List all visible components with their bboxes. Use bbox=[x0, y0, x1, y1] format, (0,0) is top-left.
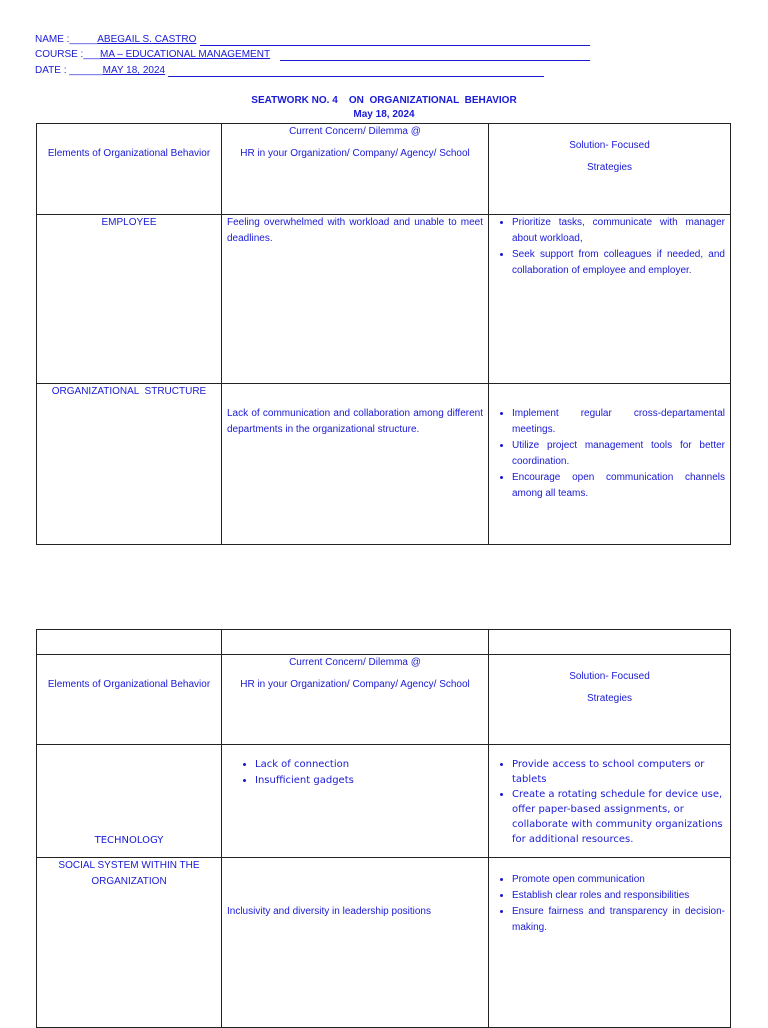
header-concern-line2: HR in your Organization/ Company/ Agency/ School bbox=[240, 148, 470, 159]
list-item: • Prioritize tasks, communicate with manager about workload, bbox=[512, 215, 725, 247]
strategies-social-system bbox=[489, 858, 731, 1028]
table-row bbox=[37, 384, 731, 545]
list-item: • Promote open communication bbox=[512, 872, 725, 888]
header-concern-line1: Current Concern/ Dilemma @ bbox=[289, 657, 421, 668]
concern-social-system: Inclusivity and diversity in leadership positions bbox=[222, 858, 489, 1028]
strategy-list bbox=[494, 872, 725, 936]
table-header-row bbox=[37, 124, 731, 215]
seatwork-date: May 18, 2024 bbox=[353, 109, 415, 120]
blank-cell bbox=[222, 630, 489, 655]
list-item: • Utilize project management tools for better coordination. bbox=[512, 438, 725, 470]
table-header-row bbox=[37, 655, 731, 745]
table-row bbox=[37, 858, 731, 1028]
header-solution-line1: Solution- Focused bbox=[569, 671, 650, 682]
date-line bbox=[35, 65, 165, 77]
header-concern bbox=[222, 655, 489, 745]
concern-list bbox=[237, 757, 483, 789]
concern-org-structure: Lack of communication and collaboration among different departments in the organizational structure. bbox=[222, 384, 489, 545]
blank-cell bbox=[489, 630, 731, 655]
course-label: COURSE :___ bbox=[35, 49, 101, 60]
element-org-structure: ORGANIZATIONAL STRUCTURE bbox=[37, 384, 222, 545]
header-concern bbox=[222, 124, 489, 215]
list-item: • Seek support from colleagues if needed, and collaboration of employee and employer. bbox=[512, 247, 725, 279]
list-item: • Lack of connection bbox=[255, 757, 483, 773]
header-elements-text: Elements of Organizational Behavior bbox=[47, 679, 211, 690]
header-solution-line2: Strategies bbox=[586, 693, 633, 704]
strategy-list bbox=[494, 215, 725, 279]
element-technology: TECHNOLOGY bbox=[37, 745, 222, 858]
concern-employee: Feeling overwhelmed with workload and unable to meet deadlines. bbox=[222, 215, 489, 384]
list-item: • Implement regular cross-departamental meetings. bbox=[512, 406, 725, 438]
element-social-system: SOCIAL SYSTEM WITHIN THE ORGANIZATION bbox=[37, 858, 222, 1028]
name-value: ABEGAIL S. CASTRO bbox=[97, 34, 197, 45]
date-underline bbox=[168, 76, 544, 77]
date-value: MAY 18, 2024 bbox=[102, 65, 166, 76]
header-elements bbox=[37, 655, 222, 745]
list-item: • Create a rotating schedule for device use, offer paper-based assignments, or collaborate with community organizations for additional resources. bbox=[512, 787, 725, 847]
header-elements bbox=[37, 124, 222, 215]
list-item: • Establish clear roles and responsibilities bbox=[512, 888, 725, 904]
header-solution-line2: Strategies bbox=[586, 162, 633, 173]
header-solution bbox=[489, 655, 731, 745]
header-elements-text: Elements of Organizational Behavior bbox=[47, 148, 211, 159]
table-blank-row bbox=[37, 630, 731, 655]
header-solution bbox=[489, 124, 731, 215]
seatwork-title: SEATWORK NO. 4 ON ORGANIZATIONAL BEHAVIOR bbox=[251, 95, 517, 106]
strategy-list bbox=[494, 757, 725, 847]
header-concern-line2: HR in your Organization/ Company/ Agency/ School bbox=[240, 679, 470, 690]
concern-technology bbox=[222, 745, 489, 858]
blank-cell bbox=[37, 630, 222, 655]
list-item: • Provide access to school computers or tablets bbox=[512, 757, 725, 787]
list-item: • Insufficient gadgets bbox=[255, 773, 483, 789]
name-underline bbox=[200, 45, 590, 46]
strategy-list bbox=[494, 406, 725, 502]
name-line bbox=[35, 34, 196, 46]
element-employee: EMPLOYEE bbox=[37, 215, 222, 384]
behavior-table-2 bbox=[36, 629, 731, 1028]
header-solution-line1: Solution- Focused bbox=[569, 140, 650, 151]
strategies-employee bbox=[489, 215, 731, 384]
list-item: • Ensure fairness and transparency in decision-making. bbox=[512, 904, 725, 936]
name-label: NAME :_____ bbox=[35, 34, 98, 45]
table-row bbox=[37, 215, 731, 384]
course-underline bbox=[280, 60, 590, 61]
course-line bbox=[35, 49, 270, 61]
behavior-table-1 bbox=[36, 123, 731, 545]
course-value: MA – EDUCATIONAL MANAGEMENT bbox=[100, 49, 271, 60]
strategies-org-structure bbox=[489, 384, 731, 545]
date-label: DATE : ______ bbox=[35, 65, 103, 76]
table-row bbox=[37, 745, 731, 858]
header-concern-line1: Current Concern/ Dilemma @ bbox=[289, 126, 421, 137]
strategies-technology bbox=[489, 745, 731, 858]
list-item: • Encourage open communication channels among all teams. bbox=[512, 470, 725, 502]
